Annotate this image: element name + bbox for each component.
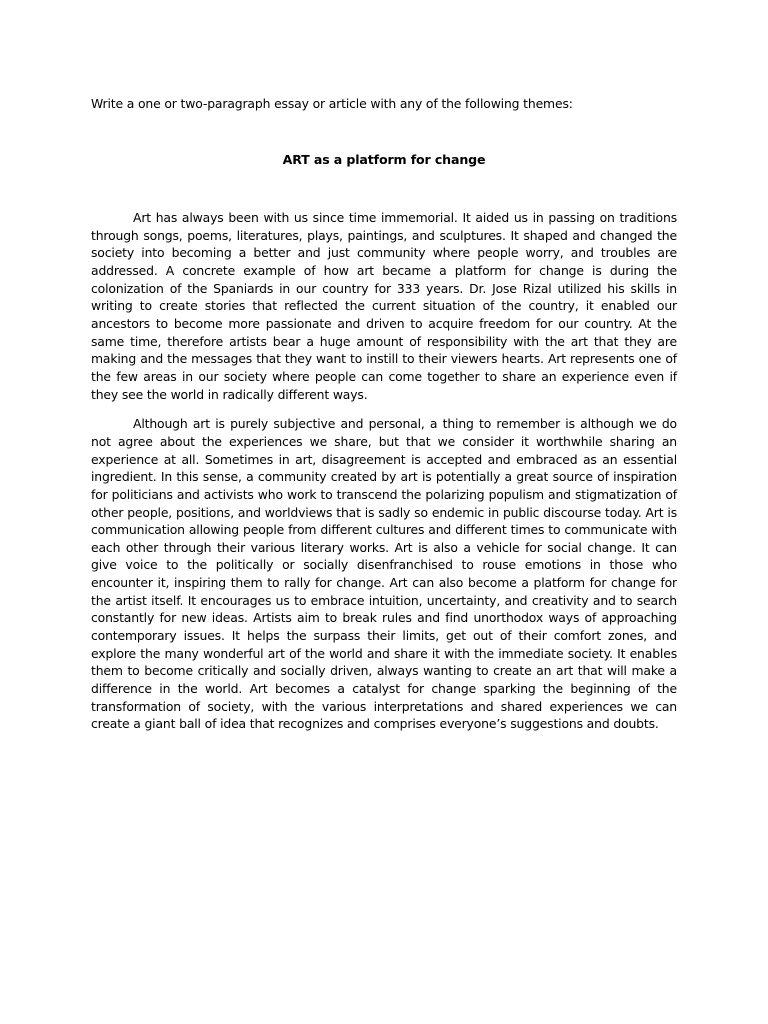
- essay-paragraph-1: Art has always been with us since time immemorial. It aided us in passing on traditions through songs, poems, literatures, plays, paintings, and sculptures. It shaped and changed the society into becoming a better and just community where people worry, and troubles are addressed. A concrete example of how art became a platform for change is during the colonization of the Spaniards in our country for 333 years. Dr. Jose Rizal utilized his skills in writing to create stories that reflected the current situation of the country, it enabled our ancestors to become more passionate and driven to acquire freedom for our country. At the same time, therefore artists bear a huge amount of responsibility with the art that they are making and the messages that they want to instill to their viewers hearts. Art represents one of the few areas in our society where people can come together to share an experience even if they see the world in radically different ways.: [91, 210, 677, 402]
- essay-title: ART as a platform for change: [282, 152, 486, 167]
- essay-paragraph-2: Although art is purely subjective and personal, a thing to remember is although we do not agree about the experiences we share, but that we consider it worthwhile sharing an experience at all. Sometimes in art, disagreement is accepted and embraced as an essential ingredient. In this sense, a community created by art is potentially a great source of inspiration for politicians and activists who work to transcend the polarizing populism and stigmatization of other people, positions, and worldviews that is sadly so endemic in public discourse today. Art is communication allowing people from different cultures and different times to communicate with each other through their various literary works. Art is also a vehicle for social change. It can give voice to the politically or socially disenfranchised to rouse emotions in those who encounter it, inspiring them to rally for change. Art can also become a platform for change for the artist itself. It encourages us to embrace intuition, uncertainty, and creativity and to search constantly for new ideas. Artists aim to break rules and find unorthodox ways of approaching contemporary issues. It helps the surpass their limits, get out of their comfort zones, and explore the many wonderful art of the world and share it with the immediate society. It enables them to become critically and socially driven, always wanting to create an art that will make a difference in the world. Art becomes a catalyst for change sparking the beginning of the transformation of society, with the various interpretations and shared experiences we can create a giant ball of idea that recognizes and comprises everyone’s suggestions and doubts.: [91, 416, 677, 732]
- assignment-prompt: Write a one or two-paragraph essay or article with any of the following themes:: [91, 96, 573, 111]
- essay-body: [91, 209, 677, 733]
